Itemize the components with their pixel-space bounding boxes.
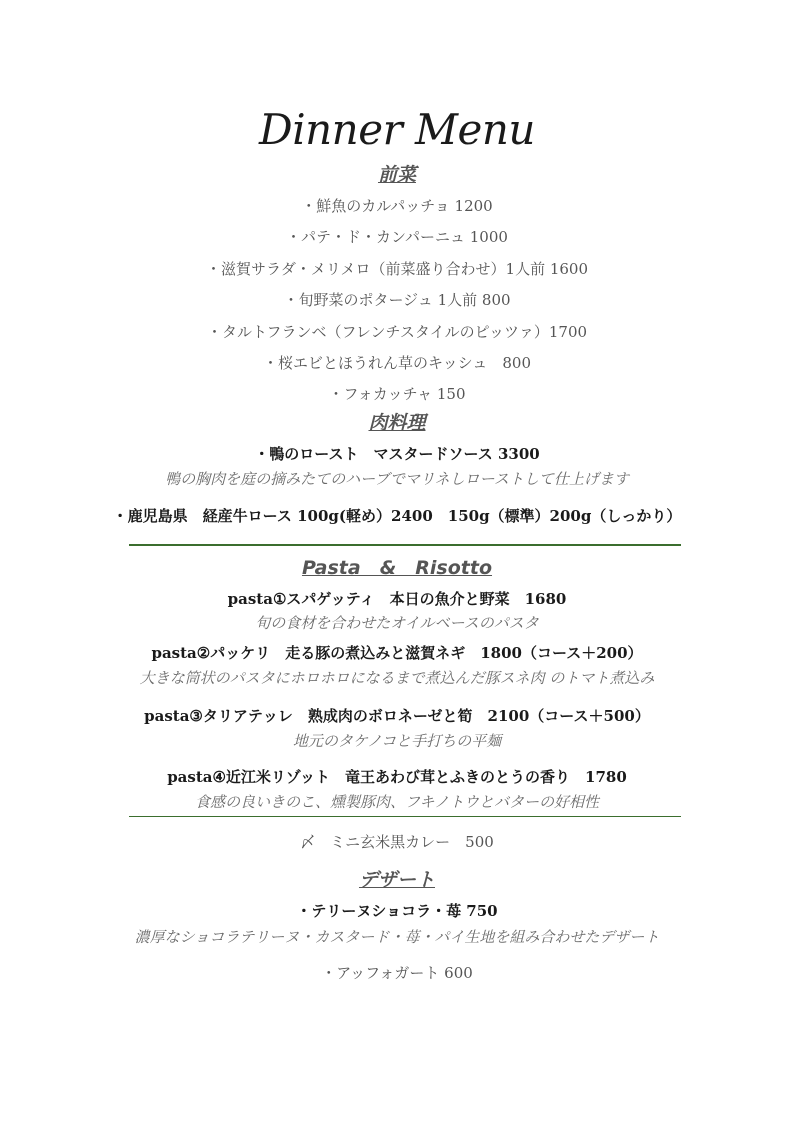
dessert-item: ・テリーヌショコラ・苺 750	[296, 902, 498, 920]
pasta-item: pasta④近江米リゾット 竜王あわび茸とふきのとうの香り 1780	[167, 768, 627, 786]
menu-item-description: 鴨の胸肉を庭の摘みたてのハーブでマリネしローストして仕上げます	[165, 470, 629, 488]
pasta-item-description: 大きな筒状のパスタにホロホロになるまで煮込んだ豚スネ肉 のトマト煮込み	[139, 669, 655, 687]
appetizers-heading: 前菜	[377, 164, 416, 186]
pasta-item: pasta③タリアテッレ 熟成肉のボロネーゼと筍 2100（コース＋500）	[144, 707, 650, 725]
dessert-item-description: 濃厚なショコラテリーヌ・カスタード・苺・パイ生地を組み合わせたデザート	[134, 928, 660, 946]
section-divider	[129, 544, 681, 546]
dessert-item: ・アッフォガート 600	[321, 964, 473, 982]
menu-item: ・旬野菜のポタージュ 1人前 800	[283, 291, 511, 309]
pasta-item-description: 地元のタケノコと手打ちの平麺	[292, 732, 502, 750]
section-divider	[129, 816, 681, 817]
menu-item: ・タルトフランベ（フレンチスタイルのピッツァ）1700	[206, 323, 588, 341]
meat-heading: 肉料理	[368, 412, 426, 434]
pasta-item-description: 食感の良いきのこ、燻製豚肉、フキノトウとバターの好相性	[194, 793, 600, 811]
dessert-heading: デザート	[358, 869, 435, 891]
menu-item-beef: ・鹿児島県 経産牛ロース 100g(軽め）2400 150g（標準）200g（しっかり）	[112, 507, 682, 525]
shime-item: 〆 ミニ玄米黒カレー 500	[300, 833, 494, 851]
menu-item: ・パテ・ド・カンパーニュ 1000	[286, 228, 508, 246]
pasta-heading: Pasta & Risotto	[301, 557, 493, 579]
menu-item: ・フォカッチャ 150	[328, 385, 466, 403]
pasta-item: pasta②パッケリ 走る豚の煮込みと滋賀ネギ 1800（コース＋200）	[151, 644, 643, 662]
pasta-item-description: 旬の食材を合わせたオイルベースのパスタ	[255, 614, 539, 632]
menu-item: ・滋賀サラダ・メリメロ（前菜盛り合わせ）1人前 1600	[205, 260, 589, 278]
menu-item: ・桜エビとほうれん草のキッシュ 800	[262, 354, 532, 372]
menu-item: ・鮮魚のカルパッチョ 1200	[301, 197, 493, 215]
menu-title: Dinner Menu	[259, 105, 535, 154]
pasta-item: pasta①スパゲッティ 本日の魚介と野菜 1680	[227, 590, 567, 608]
menu-item-duck: ・鴨のロースト マスタードソース 3300	[254, 445, 540, 463]
